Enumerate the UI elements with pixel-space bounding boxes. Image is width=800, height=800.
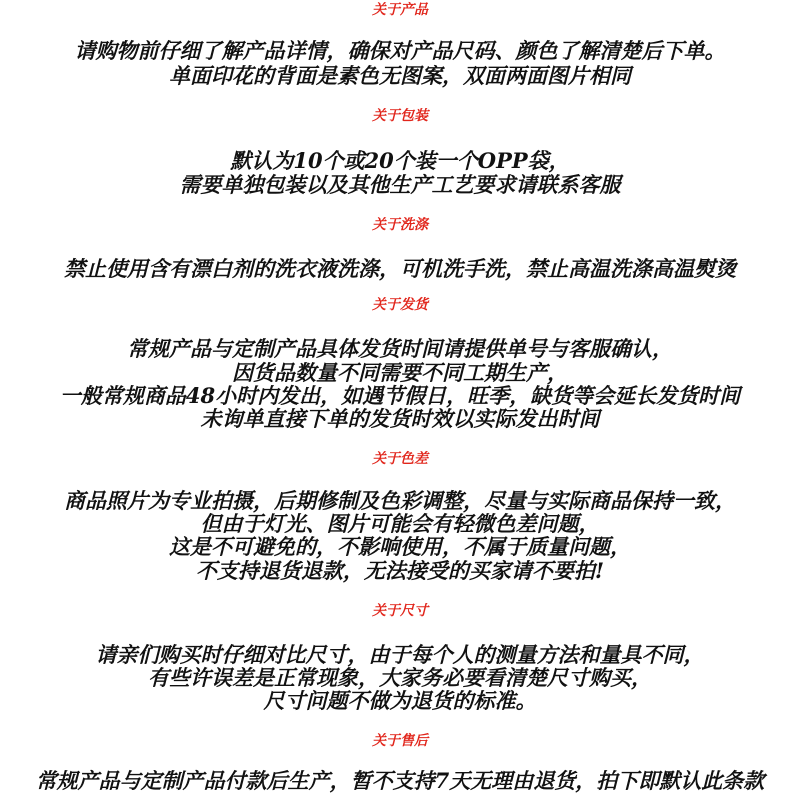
section-heading-after-sales: 关于售后 [372,733,428,749]
section-heading-product: 关于产品 [372,2,428,18]
section-text-line: 这是不可避免的，不影响使用，不属于质量问题， [169,534,631,559]
section-text-line: 请购物前仔细了解产品详情，确保对产品尺码、颜色了解清楚后下单。 [74,38,726,63]
section-text-line: 但由于灯光、图片可能会有轻微色差问题， [200,511,600,536]
section-text-line: 一般常规商品48小时内发出，如遇节假日，旺季，缺货等会延长发货时间 [59,383,741,408]
section-text-line: 需要单独包装以及其他生产工艺要求请联系客服 [179,172,621,197]
section-text-line: 商品照片为专业拍摄，后期修制及色彩调整，尽量与实际商品保持一致， [64,488,736,513]
section-heading-washing: 关于洗涤 [372,217,428,233]
section-text-line: 默认为10个或20个装一个OPP袋， [230,148,570,173]
section-heading-shipping: 关于发货 [372,297,428,313]
section-heading-size: 关于尺寸 [372,603,428,619]
section-text-line: 请亲们购买时仔细对比尺寸，由于每个人的测量方法和量具不同， [95,642,705,667]
section-text-line: 常规产品与定制产品付款后生产，暂不支持7天无理由退货，拍下即默认此条款 [35,768,765,793]
section-text-line: 有些许误差是正常现象，大家务必要看清楚尺寸购买， [148,665,652,690]
section-text-line: 尺寸问题不做为退货的标准。 [263,688,537,713]
section-text-line: 禁止使用含有漂白剂的洗衣液洗涤，可机洗手洗，禁止高温洗涤高温熨烫 [64,256,736,281]
section-text-line: 未询单直接下单的发货时效以实际发出时间 [200,406,600,431]
section-heading-color-difference: 关于色差 [372,451,428,467]
section-text-line: 不支持退货退款，无法接受的买家请不要拍! [195,558,605,583]
section-heading-packaging: 关于包装 [372,108,428,124]
section-text-line: 常规产品与定制产品具体发货时间请提供单号与客服确认， [127,336,673,361]
section-text-line: 单面印花的背面是素色无图案，双面两面图片相同 [169,63,631,88]
section-text-line: 因货品数量不同需要不同工期生产， [232,360,568,385]
